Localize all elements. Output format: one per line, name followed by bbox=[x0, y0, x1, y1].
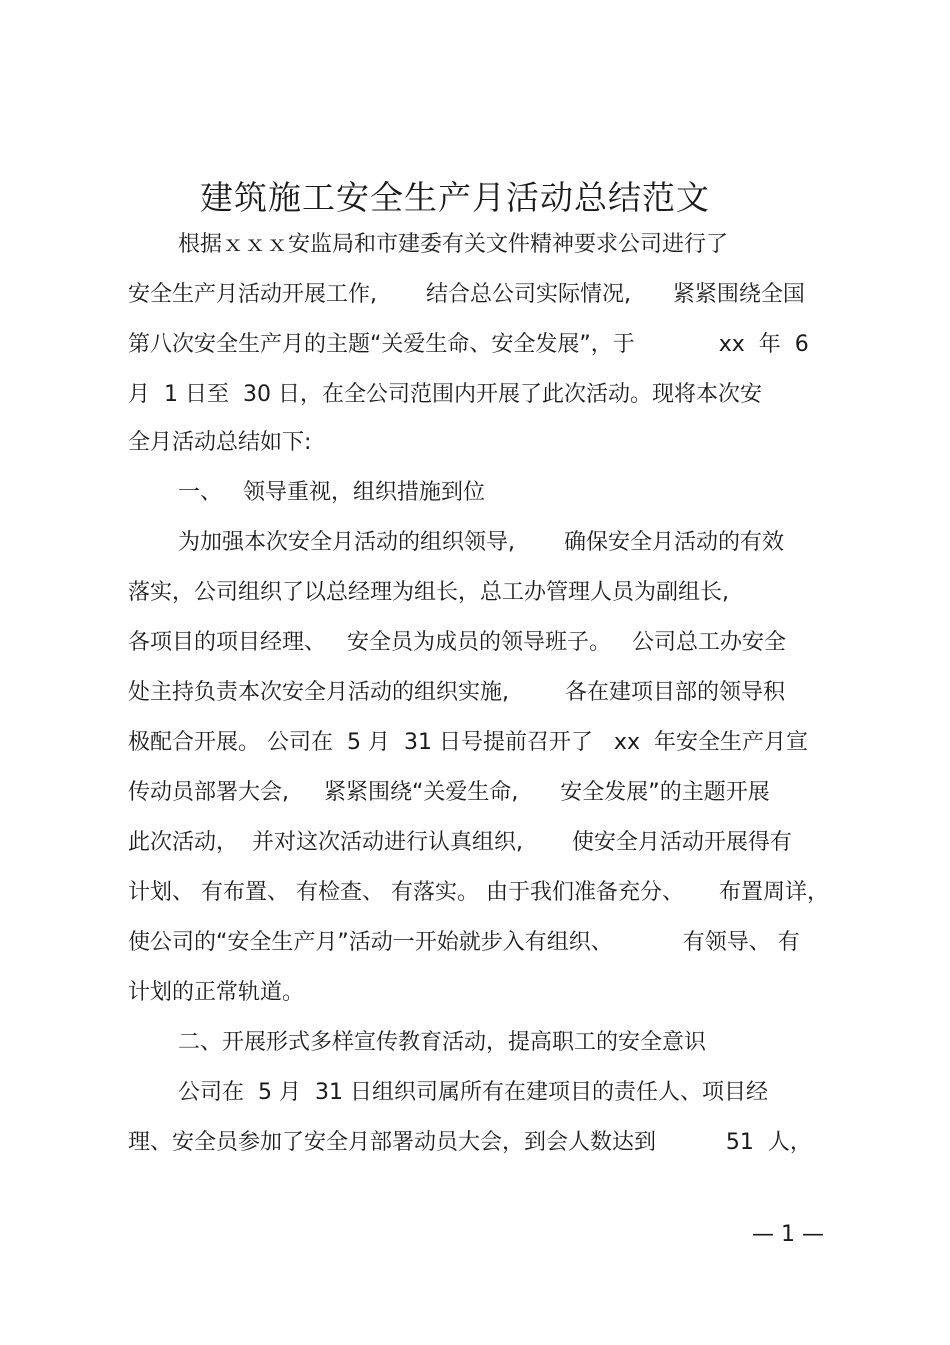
paragraph-line: 全月活动总结如下: bbox=[128, 430, 312, 455]
paragraph-line: 计划、 有布置、 有检查、 有落实。 由于我们准备充分、 布置周详， bbox=[128, 880, 829, 905]
paragraph-line: 此次活动， 并对这次活动进行认真组织, 使安全月活动开展得有 bbox=[128, 830, 792, 855]
paragraph-line: 极配合开展。 公司在 5 月 31 日号提前召开了 xx 年安全生产月宣 bbox=[128, 730, 808, 755]
section-heading: 一、 领导重视，组织措施到位 bbox=[178, 480, 485, 505]
section-heading: 二、开展形式多样宣传教育活动，提高职工的安全意识 bbox=[178, 1030, 707, 1055]
paragraph-line: 使公司的“安全生产月”活动一开始就步入有组织、 有领导、 有 bbox=[128, 930, 800, 955]
paragraph-line: 传动员部署大会, 紧紧围绕“关爱生命, 安全发展”的主题开展 bbox=[128, 780, 770, 805]
paragraph-line: 计划的正常轨道。 bbox=[128, 980, 305, 1005]
paragraph-line: 月 1 日至 30 日，在全公司范围内开展了此次活动。现将本次安 bbox=[128, 382, 762, 407]
document-title: 建筑施工安全生产月活动总结范文 bbox=[200, 178, 710, 217]
paragraph-line: 理、安全员参加了安全月部署动员大会，到会人数达到 51 人， bbox=[128, 1130, 812, 1155]
paragraph-line: 为加强本次安全月活动的组织领导, 确保安全月活动的有效 bbox=[178, 530, 784, 555]
paragraph-line: 根据ｘｘｘ安监局和市建委有关文件精神要求公司进行了 bbox=[178, 232, 729, 257]
paragraph-line: 公司在 5 月 31 日组织司属所有在建项目的责任人、项目经 bbox=[178, 1080, 768, 1105]
page-number: — 1 — bbox=[752, 1222, 824, 1247]
paragraph-line: 落实，公司组织了以总经理为组长，总工办管理人员为副组长, bbox=[128, 580, 729, 605]
paragraph-line: 第八次安全生产月的主题“关爱生命、安全发展”，于 xx 年 6 bbox=[128, 332, 809, 357]
paragraph-line: 安全生产月活动开展工作, 结合总公司实际情况, 紧紧围绕全国 bbox=[128, 282, 805, 307]
paragraph-line: 处主持负责本次安全月活动的组织实施, 各在建项目部的领导积 bbox=[128, 680, 785, 705]
paragraph-line: 各项目的项目经理、 安全员为成员的领导班子。 公司总工办安全 bbox=[128, 630, 786, 655]
